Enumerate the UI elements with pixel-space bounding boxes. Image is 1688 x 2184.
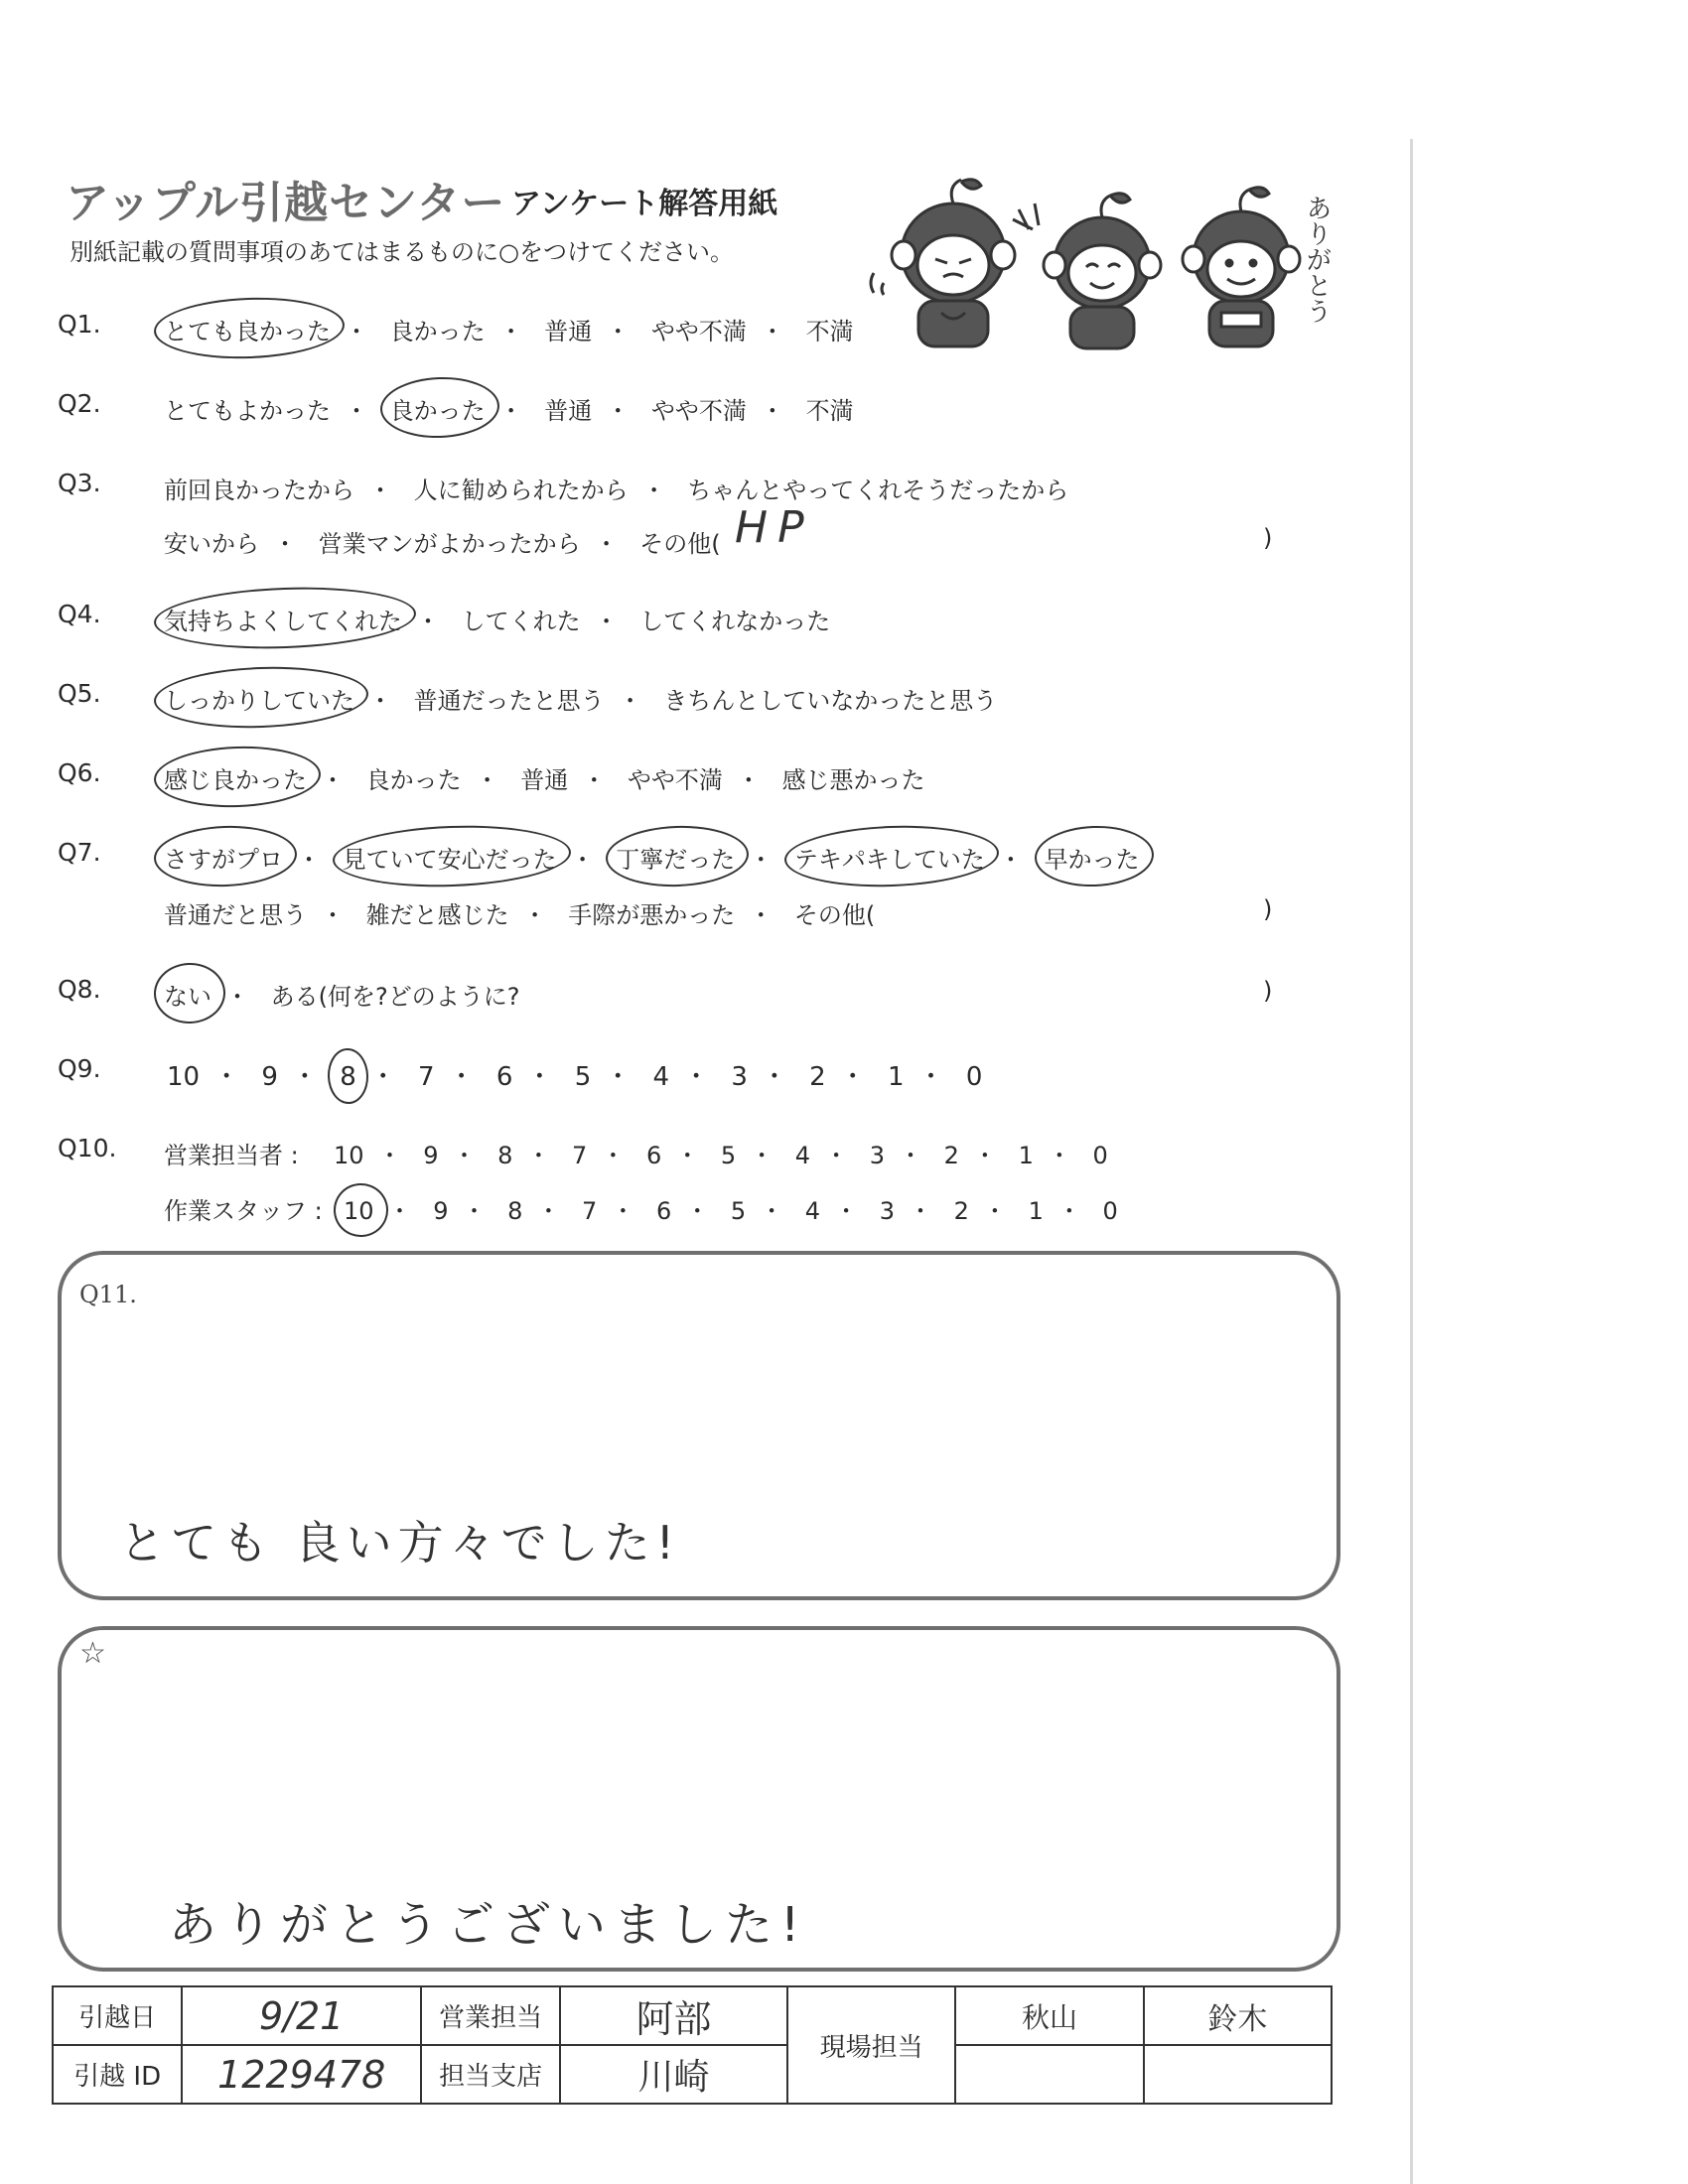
q8-close-paren: ) [1263, 977, 1273, 1005]
form-subtitle: アンケート解答用紙 [511, 187, 778, 221]
q6-option-2[interactable]: 良かった [365, 766, 462, 794]
q1-option-4[interactable]: やや不満 [650, 318, 747, 345]
q10-sales-score-4[interactable]: 4 [794, 1142, 811, 1169]
q10-staff-score-9[interactable]: 9 [433, 1197, 449, 1225]
q2-option-5[interactable]: 不満 [805, 397, 854, 425]
q6-option-4[interactable]: やや不満 [627, 766, 723, 794]
paper-edge [1410, 139, 1413, 2184]
q5-option-3[interactable]: きちんとしていなかったと思う [663, 687, 998, 715]
q4-options: 気持ちよくしてくれた ・ してくれた ・ してくれなかった [164, 602, 830, 636]
q10-staff-score-8[interactable]: 8 [507, 1197, 523, 1225]
q9-score-8[interactable]: 8 [340, 1062, 356, 1092]
q5-label: Q5. [58, 679, 101, 708]
site-rep-1-value[interactable] [955, 1986, 1143, 2045]
monkey-laughing-icon [1013, 194, 1161, 348]
move-id-handwriting: 1229478 [217, 2052, 386, 2097]
answer-circle [153, 744, 322, 810]
q6-label: Q6. [58, 758, 101, 787]
q1-options: とても良かった ・ 良かった ・ 普通 ・ やや不満 ・ 不満 [164, 312, 854, 346]
monkey-smiling-icon [1183, 188, 1300, 346]
q7-label: Q7. [58, 838, 101, 867]
q3-option-5[interactable]: 営業マンがよかったから [318, 530, 581, 558]
q2-options: とてもよかった ・ 良かった ・ 普通 ・ やや不満 ・ 不満 [164, 391, 854, 426]
site-rep-label: 現場担当 [787, 1986, 956, 2104]
q10-staff-score-3[interactable]: 3 [879, 1197, 895, 1225]
q10-sales-score-3[interactable]: 3 [869, 1142, 885, 1169]
q5-options: しっかりしていた ・ 普通だったと思う ・ きちんとしていなかったと思う [164, 681, 997, 716]
q3-options-row2: 安いから ・ 営業マンがよかったから ・ その他( [164, 524, 721, 559]
q10-staff-row: 作業スタッフ : 10 ・ 9 ・ 8 ・ 7 ・ 6 ・ 5 ・ 4 ・ 3 ・ 2 ・ 1 ・ 0 [164, 1191, 1118, 1226]
q9-score-9[interactable]: 9 [261, 1062, 278, 1092]
q8-label: Q8. [58, 975, 101, 1004]
q1-option-1[interactable]: とても良かった [164, 312, 331, 346]
q10-staff-score-0[interactable]: 0 [1102, 1197, 1118, 1225]
q9-score-7[interactable]: 7 [418, 1062, 435, 1092]
q3-option-4[interactable]: 安いから [164, 530, 259, 558]
q9-score-2[interactable]: 2 [809, 1062, 826, 1092]
q6-option-1[interactable]: 感じ良かった [164, 760, 307, 795]
branch-label: 担当支店 [421, 2045, 560, 2104]
q10-sales-label: 営業担当者 : [164, 1142, 299, 1169]
q8-option-2[interactable]: ある(何を?どのように? [270, 983, 520, 1011]
q5-option-2[interactable]: 普通だったと思う [413, 687, 605, 715]
q6-option-5[interactable]: 感じ悪かった [781, 766, 925, 794]
sales-rep-value[interactable] [560, 1986, 787, 2045]
q9-score-6[interactable]: 6 [495, 1062, 513, 1092]
q7-option-3[interactable]: 丁寧だった [616, 840, 735, 875]
q10-staff-score-1[interactable]: 1 [1028, 1197, 1044, 1225]
answer-circle [332, 822, 572, 890]
q10-staff-score-2[interactable]: 2 [953, 1197, 969, 1225]
q10-staff-score-7[interactable]: 7 [582, 1197, 598, 1225]
brand-title: アップル引越センター [66, 178, 506, 228]
q1-option-3[interactable]: 普通 [544, 318, 593, 345]
answer-circle [153, 583, 417, 652]
answer-circle [327, 1047, 368, 1104]
q11-handwritten-comment: とても 良い方々でした! [119, 1516, 681, 1570]
q9-score-1[interactable]: 1 [888, 1062, 905, 1092]
q3-option-other[interactable]: その他( [639, 530, 721, 558]
answer-circle [783, 822, 1000, 890]
q10-sales-score-1[interactable]: 1 [1018, 1142, 1034, 1169]
site-rep-3-value[interactable] [955, 2045, 1143, 2104]
q9-score-4[interactable]: 4 [652, 1062, 670, 1092]
q6-options: 感じ良かった ・ 良かった ・ 普通 ・ やや不満 ・ 感じ悪かった [164, 760, 925, 795]
star-handwritten-comment: ありがとうございました! [169, 1897, 808, 1953]
q7-option-1[interactable]: さすがプロ [164, 840, 283, 875]
q10-staff-score-4[interactable]: 4 [804, 1197, 821, 1225]
q1-option-5[interactable]: 不満 [805, 318, 854, 345]
q2-option-4[interactable]: やや不満 [650, 397, 747, 425]
site-rep-2-value[interactable] [1144, 1986, 1332, 2045]
answer-circle [1034, 824, 1155, 888]
q10-sales-score-7[interactable]: 7 [572, 1142, 588, 1169]
q4-option-1[interactable]: 気持ちよくしてくれた [164, 602, 402, 636]
q3-option-2[interactable]: 人に勧められたから [413, 477, 629, 504]
q10-staff-score-6[interactable]: 6 [655, 1197, 672, 1225]
q7-option-other[interactable]: その他( [793, 901, 876, 929]
move-id-value[interactable] [182, 2045, 421, 2104]
branch-handwriting: 川崎 [637, 2057, 710, 2098]
move-date-value[interactable] [182, 1986, 421, 2045]
q3-options-row1: 前回良かったから ・ 人に勧められたから ・ ちゃんとやってくれそうだったから [164, 471, 1068, 505]
q3-close-paren: ) [1263, 524, 1273, 552]
q10-sales-score-8[interactable]: 8 [497, 1142, 513, 1169]
q10-staff-label: 作業スタッフ : [164, 1197, 323, 1225]
q7-option-8[interactable]: 手際が悪かった [568, 901, 736, 929]
q4-option-3[interactable]: してくれなかった [639, 608, 831, 635]
site-rep-1-handwriting: 秋山 [1022, 2000, 1078, 2034]
q9-score-3[interactable]: 3 [731, 1062, 748, 1092]
move-id-label: 引越 ID [53, 2045, 182, 2104]
answer-circle [605, 824, 750, 889]
q1-label: Q1. [58, 310, 101, 339]
q10-sales-score-0[interactable]: 0 [1092, 1142, 1108, 1169]
q9-score-0[interactable]: 0 [965, 1062, 983, 1092]
site-rep-4-value[interactable] [1144, 2045, 1332, 2104]
q4-option-2[interactable]: してくれた [461, 608, 581, 635]
monkey-angry-icon [871, 180, 1015, 346]
q2-label: Q2. [58, 389, 101, 418]
q3-option-1[interactable]: 前回良かったから [164, 477, 354, 504]
answer-circle [153, 663, 369, 732]
move-date-handwriting: 9/21 [258, 1993, 345, 2038]
sales-rep-handwriting: 阿部 [635, 1997, 712, 2041]
q10-sales-score-5[interactable]: 5 [720, 1142, 737, 1169]
q10-sales-score-2[interactable]: 2 [943, 1142, 959, 1169]
q7-options-row1: さすがプロ ・ 見ていて安心だった ・ 丁寧だった ・ テキパキしていた ・ 早かった [164, 840, 1140, 875]
q8-options: ない ・ ある(何を?どのように? [164, 977, 519, 1012]
q9-score-5[interactable]: 5 [574, 1062, 592, 1092]
q2-option-1[interactable]: とてもよかった [164, 397, 331, 425]
instruction-text: 別紙記載の質問事項のあてはまるものに○をつけてください。 [70, 238, 734, 266]
q5-option-1[interactable]: しっかりしていた [164, 681, 354, 716]
q9-score-10[interactable]: 10 [167, 1062, 201, 1092]
q10-sales-row: 営業担当者 : 10 ・ 9 ・ 8 ・ 7 ・ 6 ・ 5 ・ 4 ・ 3 ・ 2 ・ 1 ・ 0 [164, 1142, 1108, 1169]
sales-rep-label: 営業担当 [421, 1986, 560, 2045]
q11-box-label: Q11. [79, 1281, 137, 1308]
q8-option-1[interactable]: ない [164, 977, 211, 1012]
q10-sales-score-6[interactable]: 6 [645, 1142, 662, 1169]
q2-option-2[interactable]: 良かった [390, 391, 486, 426]
q4-label: Q4. [58, 600, 101, 628]
answer-circle [333, 1182, 388, 1238]
q7-option-2[interactable]: 見ていて安心だった [343, 840, 557, 875]
q7-option-4[interactable]: テキパキしていた [794, 840, 985, 875]
move-info-table [52, 1985, 1333, 2105]
q3-other-handwriting: HP [735, 502, 814, 553]
branch-value[interactable] [560, 2045, 787, 2104]
site-rep-2-handwriting: 鈴木 [1207, 2001, 1268, 2037]
q1-option-2[interactable]: 良かった [389, 318, 486, 345]
q3-label: Q3. [58, 469, 101, 497]
q7-options-row2: 普通だと思う ・ 雑だと感じた ・ 手際が悪かった ・ その他( [164, 895, 875, 930]
q9-scale: 10 ・ 9 ・ 8 ・ 7 ・ 6 ・ 5 ・ 4 ・ 3 ・ 2 ・ 1 ・ 0 [167, 1056, 982, 1093]
move-date-label: 引越日 [53, 1986, 182, 2045]
q2-option-3[interactable]: 普通 [544, 397, 593, 425]
q7-option-5[interactable]: 早かった [1045, 840, 1140, 875]
q7-option-6[interactable]: 普通だと思う [164, 901, 307, 929]
q10-sales-score-10[interactable]: 10 [334, 1142, 364, 1169]
q7-option-7[interactable]: 雑だと感じた [365, 901, 509, 929]
q9-label: Q9. [58, 1054, 101, 1083]
star-box-label: ☆ [79, 1636, 106, 1671]
answer-circle [153, 962, 226, 1024]
q10-label: Q10. [58, 1134, 117, 1162]
monkey-mascot-illustration [864, 174, 1340, 362]
answer-circle [379, 375, 500, 440]
answer-circle [153, 824, 298, 889]
q10-sales-score-9[interactable]: 9 [423, 1142, 439, 1169]
q3-option-3[interactable]: ちゃんとやってくれそうだったから [687, 477, 1069, 504]
q7-close-paren: ) [1263, 895, 1273, 923]
q6-option-3[interactable]: 普通 [520, 766, 569, 794]
q10-staff-score-5[interactable]: 5 [730, 1197, 747, 1225]
arigatou-vertical-text: ありがとう [1302, 195, 1332, 324]
q10-staff-score-10[interactable]: 10 [344, 1197, 374, 1225]
answer-circle [153, 295, 346, 362]
